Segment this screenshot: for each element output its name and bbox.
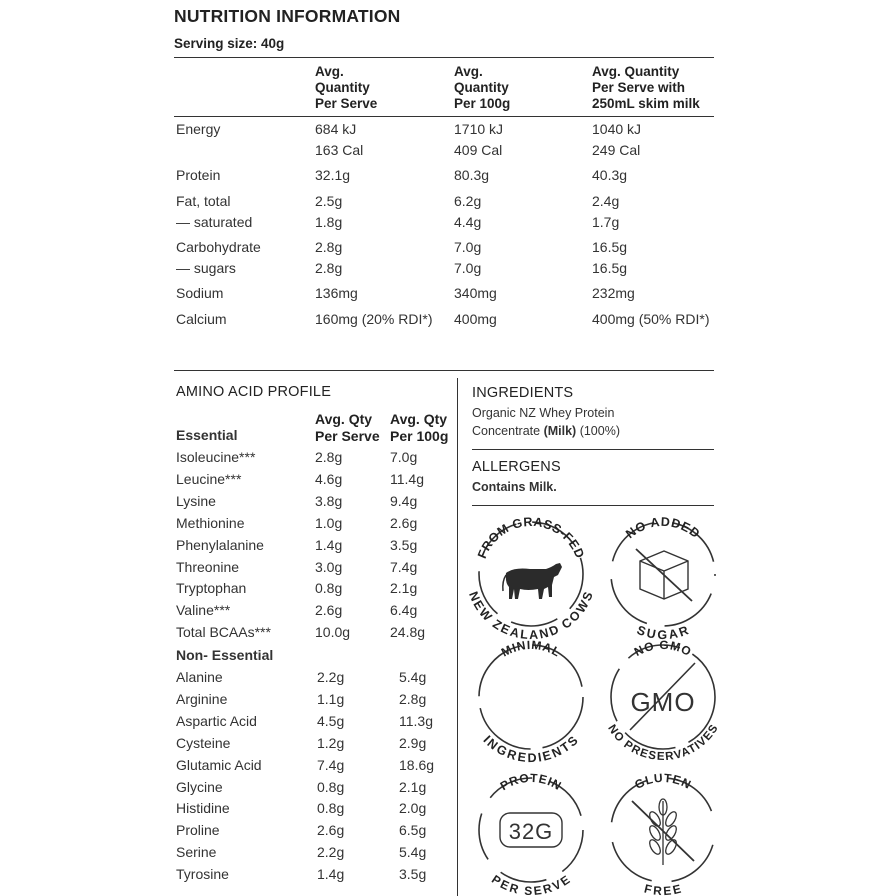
amino-acid-value: 2.1g (399, 778, 427, 795)
amino-header-per-serve: Avg. Qty Per Serve (315, 411, 380, 444)
amino-acid-value: 7.4g (317, 756, 345, 773)
nutrient-value: 249 Cal (592, 142, 641, 158)
column-header-with-milk: Avg. Quantity Per Serve with 250mL skim milk (592, 64, 700, 111)
amino-acid-value: 2.0g (399, 800, 427, 817)
svg-text:FREE (643, 881, 683, 896)
amino-acid-name: Histidine (176, 800, 230, 817)
svg-text:INGREDIENTS (481, 733, 581, 765)
nutrient-value: 40.3g (592, 167, 628, 183)
protein-amount-text: 32G (508, 819, 554, 844)
amino-acid-name: Valine*** (176, 602, 231, 619)
amino-acid-name: Total BCAAs*** (176, 624, 271, 641)
amino-acid-value: 7.4g (390, 558, 418, 575)
nutrient-value: 4.4g (454, 214, 482, 230)
amino-acid-value: 4.6g (315, 470, 343, 487)
badges-panel (460, 505, 730, 896)
nutrient-value: 163 Cal (315, 142, 364, 158)
no-preservatives-text: NO PRESERVATIVES (605, 722, 721, 764)
grass-fed-top-text: FROM GRASS-FED (474, 514, 588, 561)
amino-acid-value: 6.4g (390, 602, 418, 619)
amino-acid-name: Glycine (176, 778, 223, 795)
nutrient-name: Energy (176, 121, 221, 137)
svg-text:NO GMO (632, 638, 694, 659)
nutrient-value: 2.4g (592, 193, 620, 209)
amino-acid-value: 2.1g (390, 580, 418, 597)
divider (174, 57, 714, 58)
amino-acid-name: Alanine (176, 669, 223, 685)
amino-acid-value: 6.5g (399, 822, 427, 839)
amino-acid-name: Proline (176, 822, 220, 839)
nutrient-value: 16.5g (592, 260, 628, 276)
no-added-sugar-badge (611, 515, 715, 642)
no-gmo-top-text: NO GMO (631, 637, 695, 660)
divider (472, 449, 714, 450)
nutrient-value: 6.2g (454, 193, 482, 209)
nutrient-value: 7.0g (454, 260, 482, 276)
amino-acid-value: 10.0g (315, 624, 351, 641)
nutrient-value: 2.5g (315, 193, 343, 209)
amino-acid-name: Isoleucine*** (176, 449, 256, 465)
amino-acid-value: 9.4g (390, 492, 418, 509)
column-header-per-100g: Avg. Quantity Per 100g (454, 64, 511, 111)
gluten-free-badge (611, 771, 715, 896)
amino-acid-name: Methionine (176, 514, 245, 531)
nutrient-value: 400mg (454, 311, 497, 327)
nutrient-name: Fat, total (176, 193, 231, 209)
protein-bottom-text: PER SERVE (489, 871, 573, 896)
nutrient-value: 1040 kJ (592, 121, 642, 137)
cow-icon (503, 563, 562, 599)
amino-acid-value: 24.8g (390, 624, 426, 641)
grass-fed-badge (466, 515, 596, 642)
column-header-per-serve: Avg. Quantity Per Serve (315, 64, 378, 111)
amino-acid-value: 0.8g (317, 778, 345, 795)
svg-text:FROM GRASS-FED (475, 515, 587, 561)
nutrient-name: Sodium (176, 285, 224, 301)
essential-label: Essential (176, 427, 238, 443)
nutrient-value: 32.1g (315, 167, 351, 183)
gmo-center-text: GMO (630, 687, 696, 717)
amino-acid-value: 2.8g (399, 690, 427, 707)
column-divider (457, 378, 458, 896)
wheat-icon (632, 799, 694, 865)
nutrient-value: 2.8g (315, 239, 343, 255)
amino-acid-value: 1.1g (317, 690, 345, 707)
amino-acid-value: 2.2g (317, 844, 345, 861)
nutrient-value: 1.8g (315, 214, 343, 230)
nutrient-name: Carbohydrate (176, 239, 261, 255)
amino-acid-value: 11.3g (399, 712, 433, 729)
minimal-bottom-text: INGREDIENTS (480, 732, 582, 765)
no-sugar-top-text: NO ADDED (623, 514, 703, 542)
amino-acid-value: 4.5g (317, 712, 345, 729)
amino-acid-value: 2.6g (317, 822, 345, 839)
ingredients-text: Organic NZ Whey Protein Concentrate (Milk) (100%) (472, 406, 620, 438)
nutrient-value: 7.0g (454, 239, 482, 255)
amino-acid-name: Tyrosine (176, 866, 229, 883)
amino-acid-value: 1.2g (317, 734, 345, 751)
nutrient-value: 400mg (50% RDI*) (592, 311, 710, 327)
minimal-top-text: MINIMAL (498, 637, 564, 660)
gluten-top-text: GLUTEN (632, 770, 694, 792)
amino-acid-name: Lysine (176, 492, 216, 509)
protein-badge (479, 771, 583, 896)
nutrient-value: 160mg (20% RDI*) (315, 311, 433, 327)
nutrition-title: NUTRITION INFORMATION (174, 6, 401, 26)
amino-acid-value: 7.0g (390, 449, 418, 465)
serving-size: Serving size: 40g (174, 36, 285, 51)
amino-acid-name: Tryptophan (176, 580, 247, 597)
nutrient-value: 16.5g (592, 239, 628, 255)
sugar-cube-icon (636, 549, 692, 601)
amino-header-per-100g: Avg. Qty Per 100g (390, 411, 449, 444)
amino-acid-value: 1.4g (315, 536, 343, 553)
protein-top-text: PROTEIN (497, 770, 565, 794)
nutrient-name: Calcium (176, 311, 227, 327)
amino-acid-value: 1.0g (315, 514, 343, 531)
amino-acid-value: 1.4g (317, 866, 345, 883)
nutrient-name: — saturated (176, 214, 253, 230)
amino-acid-value: 3.8g (315, 492, 343, 509)
nutrient-value: 232mg (592, 285, 635, 301)
amino-acid-value: 2.6g (315, 602, 343, 619)
no-sugar-bottom-text: SUGAR (635, 622, 691, 642)
amino-acid-value: 0.8g (317, 800, 345, 817)
amino-acid-value: 2.2g (317, 669, 345, 685)
amino-acid-name: Glutamic Acid (176, 756, 262, 773)
grass-fed-bottom-text: NEW ZEALAND COWS (466, 589, 596, 642)
svg-text:PER SERVE (489, 872, 573, 896)
svg-text:NEW ZEALAND COWS (466, 589, 596, 641)
amino-acid-value: 18.6g (399, 756, 435, 773)
divider (174, 116, 714, 117)
nutrient-value: 340mg (454, 285, 497, 301)
nutrient-value: 409 Cal (454, 142, 503, 158)
amino-acid-value: 2.8g (315, 449, 343, 465)
amino-acid-value: 2.9g (399, 734, 427, 751)
nutrient-value: 2.8g (315, 260, 343, 276)
amino-acid-value: 2.6g (390, 514, 418, 531)
amino-acid-name: Serine (176, 844, 217, 861)
nutrient-name: Protein (176, 167, 221, 183)
svg-text:PROTEIN (498, 771, 565, 793)
gluten-bottom-text: FREE (642, 881, 684, 896)
minimal-ingredients-badge (479, 638, 583, 765)
amino-acid-name: Threonine (176, 558, 240, 575)
nutrient-value: 1.7g (592, 214, 620, 230)
nutrient-value: 684 kJ (315, 121, 357, 137)
amino-acid-name: Aspartic Acid (176, 712, 257, 729)
amino-acid-value: 5.4g (399, 669, 427, 685)
amino-acid-value: 5.4g (399, 844, 427, 861)
amino-acid-name: Cysteine (176, 734, 231, 751)
nutrient-value: 1710 kJ (454, 121, 504, 137)
svg-text:NO ADDED (623, 515, 703, 541)
allergens-text: Contains Milk. (472, 480, 557, 494)
ingredients-title: INGREDIENTS (472, 385, 574, 401)
amino-acid-value: 0.8g (315, 580, 343, 597)
nutrient-name: — sugars (176, 260, 236, 276)
allergens-title: ALLERGENS (472, 459, 561, 475)
amino-acid-name: Leucine*** (176, 470, 242, 487)
amino-acid-value: 11.4g (390, 470, 424, 487)
nutrient-value: 80.3g (454, 167, 490, 183)
amino-acid-name: Phenylalanine (176, 536, 264, 553)
divider (174, 370, 714, 371)
svg-text:GLUTEN (632, 771, 693, 792)
amino-acid-name: Arginine (176, 690, 228, 707)
nonessential-label: Non- Essential (176, 647, 274, 663)
amino-title: AMINO ACID PROFILE (176, 384, 332, 400)
amino-acid-value: 3.0g (315, 558, 343, 575)
nutrient-value: 136mg (315, 285, 358, 301)
amino-acid-value: 3.5g (399, 866, 427, 883)
amino-acid-value: 3.5g (390, 536, 418, 553)
no-gmo-badge (605, 638, 721, 763)
